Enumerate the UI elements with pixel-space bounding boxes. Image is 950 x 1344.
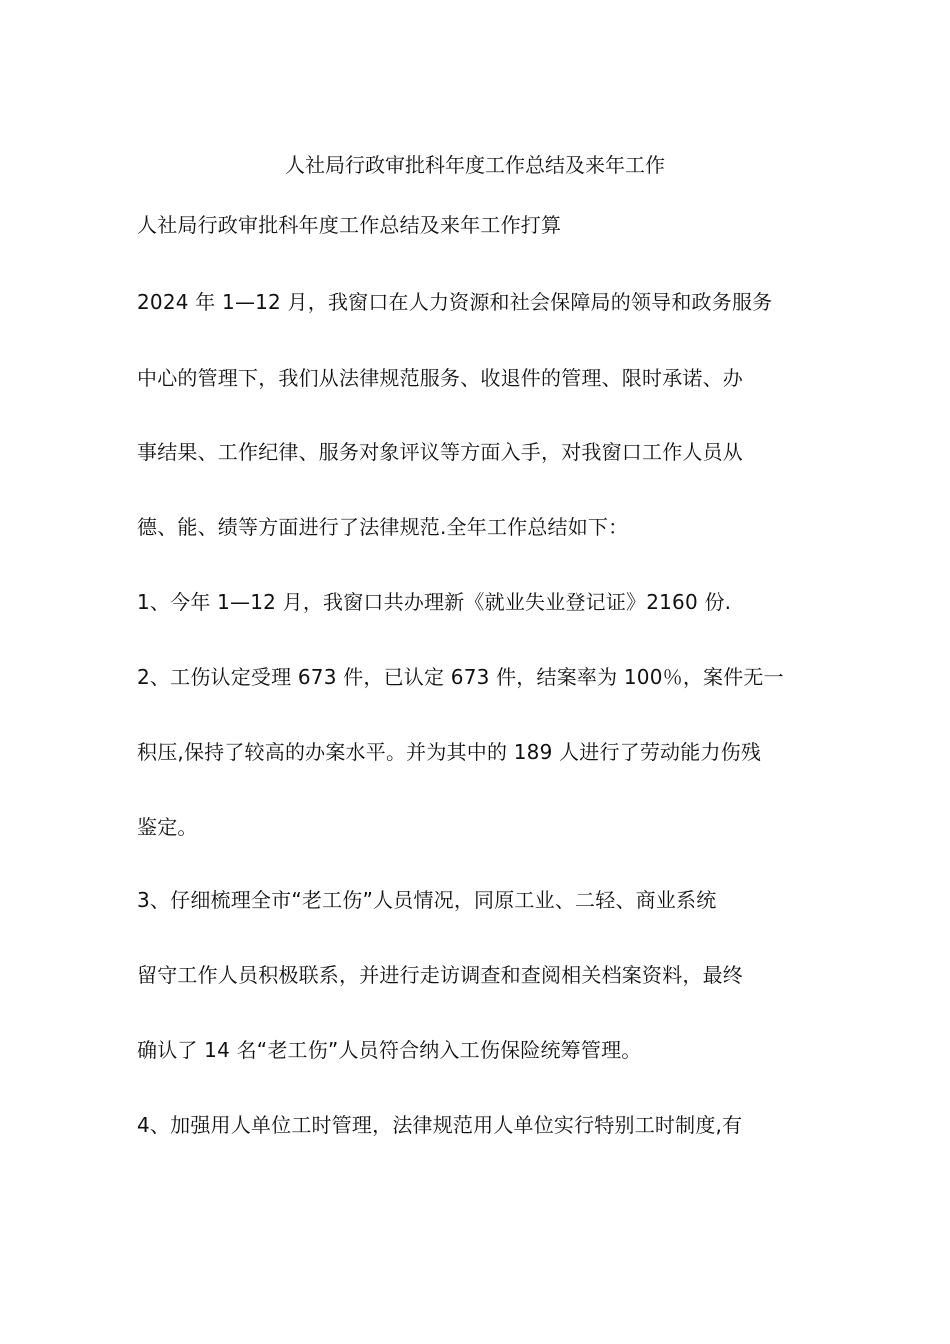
body-line: 留守工作人员积极联系，并进行走访调查和查阅相关档案资料，最终 [137,963,743,987]
body-line: 中心的管理下，我们从法律规范服务、收退件的管理、限时承诺、办 [137,366,743,390]
body-line: 积压,保持了较高的办案水平。并为其中的 189 人进行了劳动能力伤残 [137,740,762,764]
body-line: 2024 年 1—12 月，我窗口在人力资源和社会保障局的领导和政务服务 [137,290,773,314]
body-line: 2、工伤认定受理 673 件，已认定 673 件，结案率为 100％，案件无一 [137,665,784,689]
body-line: 鉴定。 [137,815,198,839]
body-line: 3、仔细梳理全市“老工伤”人员情况，同原工业、二轻、商业系统 [137,888,717,912]
body-line: 确认了 14 名“老工伤”人员符合纳入工伤保险统筹管理。 [137,1038,642,1062]
body-line: 1、今年 1—12 月，我窗口共办理新《就业失业登记证》2160 份. [137,590,732,614]
body-line: 德、能、绩等方面进行了法律规范.全年工作总结如下： [137,515,629,539]
document-title: 人社局行政审批科年度工作总结及来年工作 [285,153,665,177]
body-line: 事结果、工作纪律、服务对象评议等方面入手，对我窗口工作人员从 [137,440,743,464]
document-subtitle: 人社局行政审批科年度工作总结及来年工作打算 [137,213,562,237]
body-line: 4、加强用人单位工时管理，法律规范用人单位实行特别工时制度,有 [137,1113,743,1137]
